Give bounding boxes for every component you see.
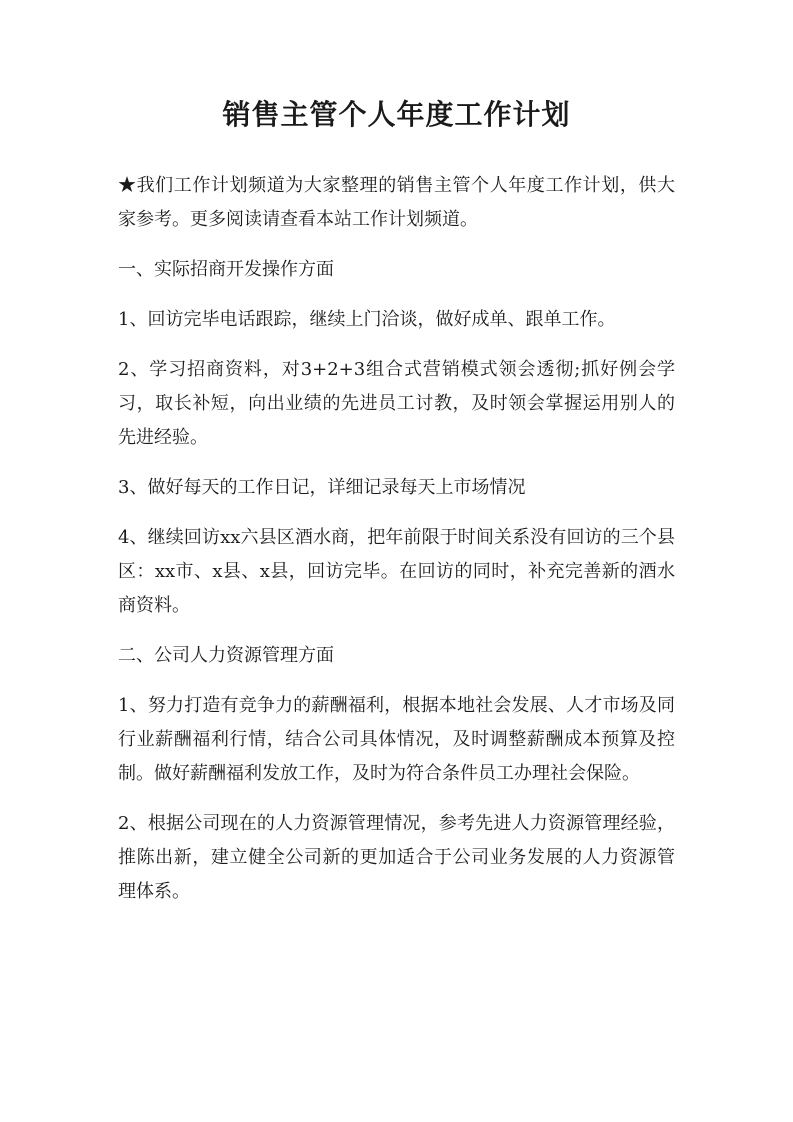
- paragraph-1-2: 2、学习招商资料，对3+2+3组合式营销模式领会透彻;抓好例会学习，取长补短，向出业绩的先进员工讨教，及时领会掌握运用别人的先进经验。: [118, 359, 675, 448]
- page-title: 销售主管个人年度工作计划: [222, 98, 571, 131]
- paragraph-1-3: 3、做好每天的工作日记，详细记录每天上市场情况: [118, 477, 526, 498]
- paragraph-1-4: 4、继续回访xx六县区酒水商，把年前限于时间关系没有回访的三个县区：xx市、x县、x县，回访完毕。在回访的同时，补充完善新的酒水商资料。: [118, 527, 675, 616]
- paragraph-2-2: 2、根据公司现在的人力资源管理情况，参考先进人力资源管理经验，推陈出新，建立健全公司新的更加适合于公司业务发展的人力资源管理体系。: [118, 813, 675, 902]
- intro-paragraph: ★我们工作计划频道为大家整理的销售主管个人年度工作计划，供大家参考。更多阅读请查看本站工作计划频道。: [118, 175, 675, 230]
- paragraph-1-1: 1、回访完毕电话跟踪，继续上门洽谈，做好成单、跟单工作。: [118, 309, 616, 330]
- section-heading-1: 一、实际招商开发操作方面: [118, 259, 334, 280]
- paragraph-2-1: 1、努力打造有竞争力的薪酬福利，根据本地社会发展、人才市场及同行业薪酬福利行情，结合公司具体情况，及时调整薪酬成本预算及控制。做好薪酬福利发放工作，及时为符合条件员工办理社会保险。: [118, 695, 675, 784]
- section-heading-2: 二、公司人力资源管理方面: [118, 645, 334, 666]
